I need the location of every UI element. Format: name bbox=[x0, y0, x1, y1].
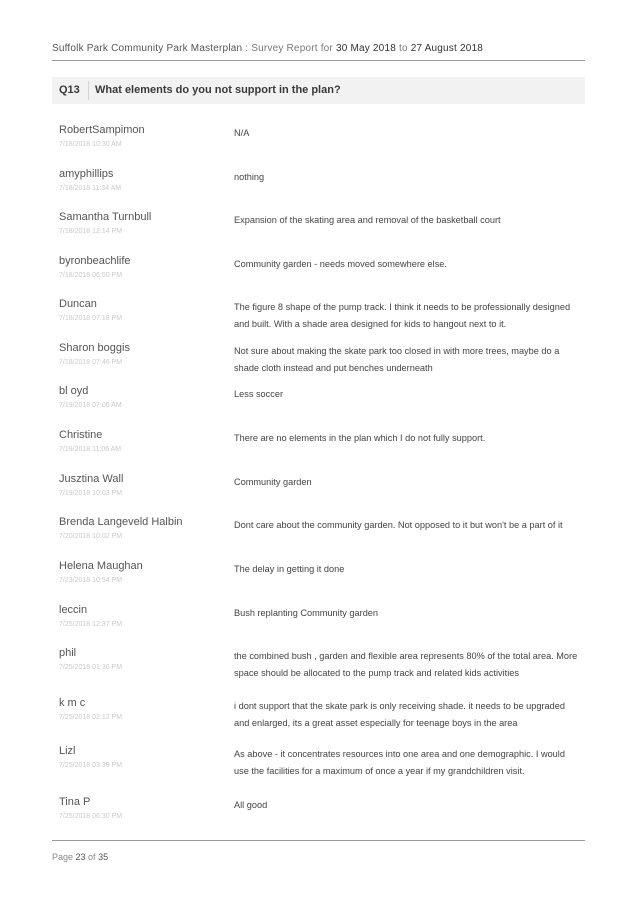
respondent-name: Duncan bbox=[59, 298, 97, 310]
response-answer: Less soccer bbox=[234, 389, 284, 399]
response-date: 7/25/2018 02:12 PM bbox=[59, 714, 123, 721]
response-answer: Community garden - needs moved somewhere else. bbox=[234, 259, 447, 269]
response-date: 7/23/2018 10:54 PM bbox=[59, 577, 123, 584]
header-separator: : bbox=[242, 43, 252, 54]
response-date: 7/19/2018 11:06 AM bbox=[59, 446, 122, 453]
respondent-name: amyphillips bbox=[59, 168, 114, 180]
report-to-word: to bbox=[395, 43, 411, 54]
page-of-word: of bbox=[85, 852, 99, 862]
response-date: 7/25/2018 01:36 PM bbox=[59, 664, 123, 671]
response-answer: The delay in getting it done bbox=[234, 564, 345, 574]
respondent-name: Samantha Turnbull bbox=[59, 211, 152, 223]
response-answer: N/A bbox=[234, 128, 250, 138]
page-number: 23 bbox=[75, 852, 86, 862]
response-date: 7/19/2018 10:03 PM bbox=[59, 490, 123, 497]
respondent-name: Sharon boggis bbox=[59, 342, 130, 354]
response-date: 7/18/2018 07:18 PM bbox=[59, 315, 123, 322]
respondent-name: Lizl bbox=[59, 745, 76, 757]
respondent-name: bl oyd bbox=[59, 385, 89, 397]
report-title: Suffolk Park Community Park Masterplan bbox=[52, 43, 243, 54]
response-date: 7/18/2018 06:50 PM bbox=[59, 272, 123, 279]
response-date: 7/18/2018 11:34 AM bbox=[59, 185, 122, 192]
response-answer: There are no elements in the plan which I do not fully support. bbox=[234, 433, 486, 443]
report-date-to: 27 August 2018 bbox=[410, 43, 483, 54]
respondent-name: Helena Maughan bbox=[59, 560, 143, 572]
response-date: 7/25/2018 06:30 PM bbox=[59, 813, 123, 820]
page-label: Page bbox=[52, 852, 76, 862]
report-date-from: 30 May 2018 bbox=[335, 43, 396, 54]
page-total: 35 bbox=[98, 852, 109, 862]
question-number: Q13 bbox=[59, 84, 80, 96]
response-date: 7/18/2018 12:14 PM bbox=[59, 228, 123, 235]
response-answer: the combined bush , garden and flexible area represents 80% of the total area. More space should be allocated to the pump track and related kids activities bbox=[234, 651, 578, 678]
respondent-name: k m c bbox=[59, 697, 86, 709]
response-answer: i dont support that the skate park is only receiving shade. it needs to be upgraded and enlarged, its a great asset especially for teenage boys in the area bbox=[234, 701, 565, 728]
respondent-name: phil bbox=[59, 647, 77, 659]
question-text: What elements do you not support in the plan? bbox=[95, 84, 341, 96]
respondent-name: RobertSampimon bbox=[59, 124, 145, 136]
response-answer: Expansion of the skating area and removal of the basketball court bbox=[234, 215, 501, 225]
response-answer: nothing bbox=[234, 172, 265, 182]
response-answer: Bush replanting Community garden bbox=[234, 608, 379, 618]
respondent-name: Brenda Langeveld Halbin bbox=[59, 516, 183, 528]
response-answer: As above - it concentrates resources into one area and one demographic. I would use the facilities for a maximum of once a year if my grandchildren visit. bbox=[234, 749, 565, 776]
respondent-name: Christine bbox=[59, 429, 103, 441]
response-date: 7/18/2018 10:30 AM bbox=[59, 141, 122, 148]
response-date: 7/20/2018 10:02 PM bbox=[59, 533, 123, 540]
response-answer: The figure 8 shape of the pump track. I think it needs to be professionally designed and built. With a shade area designed for kids to hangout next to it. bbox=[234, 302, 571, 329]
response-answer: Not sure about making the skate park too closed in with more trees, maybe do a shade cloth instead and put benches underneath bbox=[234, 346, 560, 373]
respondent-name: leccin bbox=[59, 604, 88, 616]
footer-divider bbox=[52, 840, 585, 841]
response-date: 7/19/2018 07:06 AM bbox=[59, 402, 122, 409]
page-footer bbox=[52, 852, 108, 862]
respondent-name: Tina P bbox=[59, 796, 91, 808]
response-date: 7/25/2018 12:37 PM bbox=[59, 621, 123, 628]
respondent-name: Jusztina Wall bbox=[59, 473, 124, 485]
respondent-name: byronbeachlife bbox=[59, 255, 131, 267]
response-date: 7/18/2018 07:46 PM bbox=[59, 359, 123, 366]
response-answer: Dont care about the community garden. Not opposed to it but won't be a part of it bbox=[234, 520, 563, 530]
report-subtitle-prefix: Survey Report for bbox=[251, 43, 336, 54]
response-date: 7/25/2018 03:39 PM bbox=[59, 762, 123, 769]
response-answer: Community garden bbox=[234, 477, 312, 487]
response-answer: All good bbox=[234, 800, 268, 810]
